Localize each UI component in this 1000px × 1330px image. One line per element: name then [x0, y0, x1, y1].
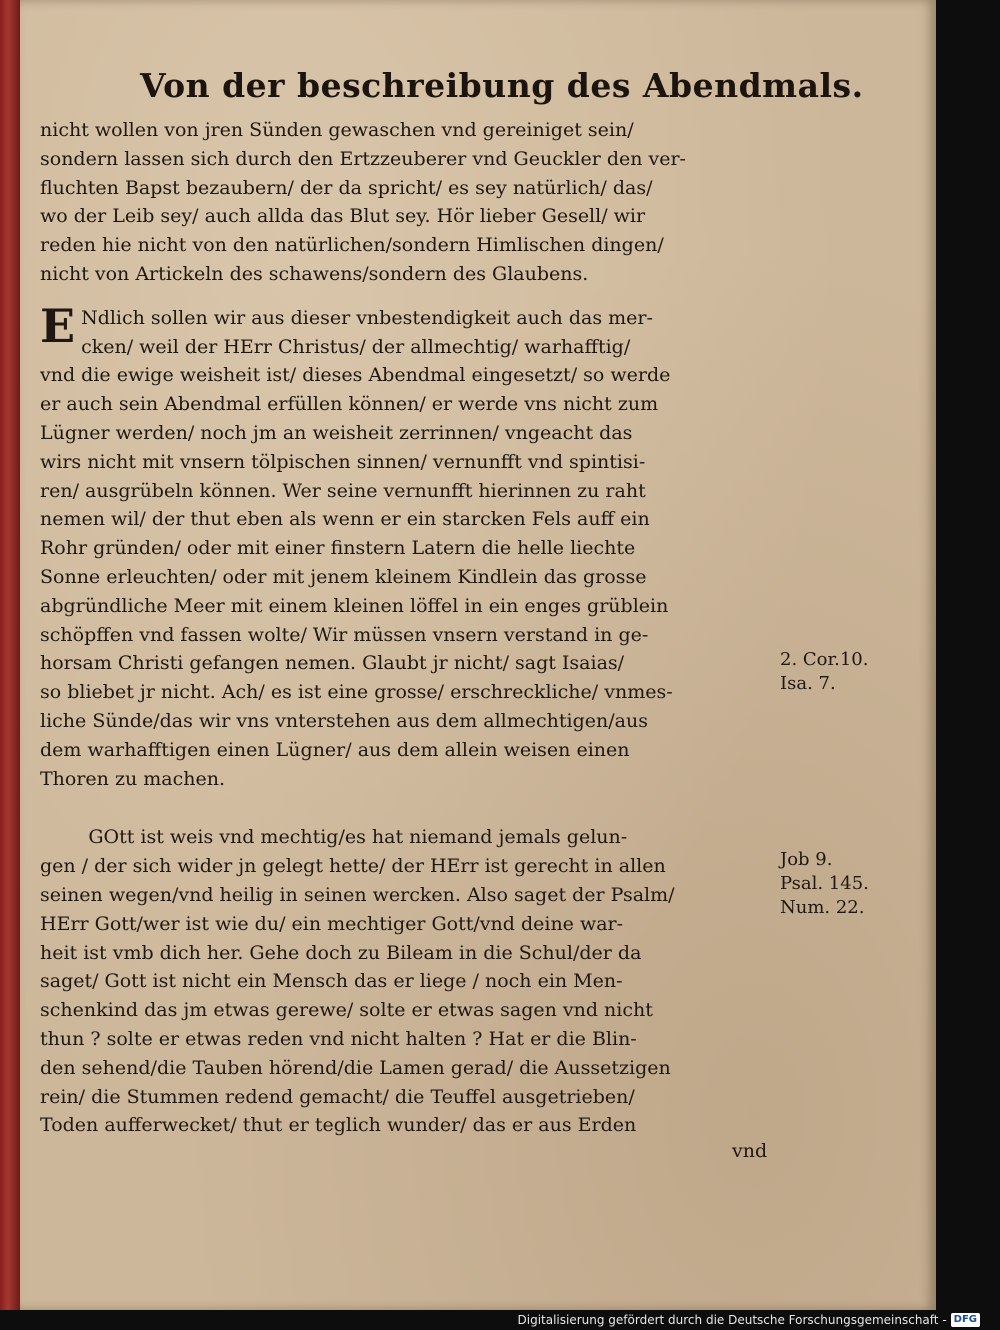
- text-line: er auch sein Abendmal erfüllen können/ er werde vns nicht zum: [40, 393, 659, 416]
- text-line: gen / der sich wider jn gelegt hette/ der HErr ist gerecht in allen: [40, 855, 666, 878]
- paragraph-2: [40, 298, 785, 794]
- drop-cap: E: [40, 298, 76, 353]
- text-line: HErr Gott/wer ist wie du/ ein mechtiger Gott/vnd deine war-: [40, 912, 624, 935]
- text-line: ren/ ausgrübeln können. Wer seine vernunfft hierinnen zu raht: [40, 479, 646, 502]
- text-line: cken/ weil der HErr Christus/ der allmechtig/ warhafftig/: [81, 335, 631, 358]
- text-line: fluchten Bapst bezaubern/ der da spricht/ es sey natürlich/ das/: [40, 176, 653, 199]
- margin-note-line: Isa. 7.: [780, 673, 836, 694]
- catchword: vnd: [732, 1140, 768, 1162]
- running-head: Von der beschreibung des Abendmals.: [140, 66, 864, 105]
- text-line: sondern lassen sich durch den Ertzzeuberer vnd Geuckler den ver-: [40, 147, 686, 170]
- text-line: schöpffen vnd fassen wolte/ Wir müssen vnsern verstand in ge-: [40, 623, 649, 646]
- text-line: nemen wil/ der thut eben als wenn er ein starcken Fels auff ein: [40, 508, 650, 531]
- text-line: heit ist vmb dich her. Gehe doch zu Bileam in die Schul/der da: [40, 941, 642, 964]
- text-line: wirs nicht mit vnsern tölpischen sinnen/ vernunfft vnd spintisi-: [40, 450, 646, 473]
- book-edge: [0, 0, 20, 1310]
- text-line: den sehend/die Tauben hörend/die Lamen gerad/ die Aussetzigen: [40, 1056, 671, 1079]
- dfg-logo: DFG: [951, 1313, 980, 1327]
- paragraph-1: [40, 116, 785, 289]
- margin-note-line: Num. 22.: [780, 897, 865, 918]
- margin-note-line: 2. Cor.10.: [780, 649, 869, 670]
- margin-note-references-2: [780, 848, 869, 920]
- text-line: nicht von Artickeln des schawens/sondern des Glaubens.: [40, 262, 589, 285]
- text-line: nicht wollen von jren Sünden gewaschen vnd gereiniget sein/: [40, 119, 634, 141]
- text-line: so bliebet jr nicht. Ach/ es ist eine grosse/ erschreckliche/ vnmes-: [40, 681, 673, 704]
- text-line: liche Sünde/das wir vns vnterstehen aus dem allmechtigen/aus: [40, 709, 648, 732]
- text-line: saget/ Gott ist nicht ein Mensch das er liege / noch ein Men-: [40, 970, 623, 993]
- text-line: Ndlich sollen wir aus dieser vnbestendigkeit auch das mer-: [81, 306, 653, 329]
- text-line: schenkind das jm etwas gerewe/ solte er etwas sagen vnd nicht: [40, 999, 653, 1022]
- text-line: Sonne erleuchten/ oder mit jenem kleinem Kindlein das grosse: [40, 565, 647, 588]
- text-line: horsam Christi gefangen nemen. Glaubt jr nicht/ sagt Isaias/: [40, 652, 625, 675]
- text-line: GOtt ist weis vnd mechtig/es hat niemand jemals gelun-: [40, 826, 628, 849]
- footer-credit-text: Digitalisierung gefördert durch die Deutsche Forschungsgemeinschaft -: [517, 1313, 947, 1327]
- body-text: [40, 116, 785, 1140]
- text-line: seinen wegen/vnd heilig in seinen wercken. Also saget der Psalm/: [40, 883, 675, 906]
- text-line: abgründliche Meer mit einem kleinen löffel in ein enges grüblein: [40, 594, 669, 617]
- digitization-footer: [518, 1313, 981, 1327]
- text-line: Thoren zu machen.: [40, 767, 225, 790]
- paragraph-3: [40, 823, 785, 1140]
- margin-note-line: Psal. 145.: [780, 873, 869, 894]
- text-line: Lügner werden/ noch jm an weisheit zerrinnen/ vngeacht das: [40, 421, 633, 444]
- text-line: wo der Leib sey/ auch allda das Blut sey. Hör lieber Gesell/ wir: [40, 205, 646, 228]
- text-line: rein/ die Stummen redend gemacht/ die Teuffel ausgetrieben/: [40, 1085, 635, 1108]
- margin-note-line: Job 9.: [780, 849, 833, 870]
- text-line: Rohr gründen/ oder mit einer finstern Latern die helle liechte: [40, 537, 636, 560]
- text-line: reden hie nicht von den natürlichen/sondern Himlischen dingen/: [40, 234, 664, 257]
- text-line: Toden aufferwecket/ thut er teglich wunder/ das er aus Erden: [40, 1114, 637, 1137]
- text-line: dem warhafftigen einen Lügner/ aus dem allein weisen einen: [40, 738, 630, 761]
- text-line: thun ? solte er etwas reden vnd nicht halten ? Hat er die Blin-: [40, 1027, 637, 1050]
- scanned-page: [20, 0, 936, 1310]
- text-line: vnd die ewige weisheit ist/ dieses Abendmal eingesetzt/ so werde: [40, 364, 671, 387]
- margin-note-references-1: [780, 648, 868, 696]
